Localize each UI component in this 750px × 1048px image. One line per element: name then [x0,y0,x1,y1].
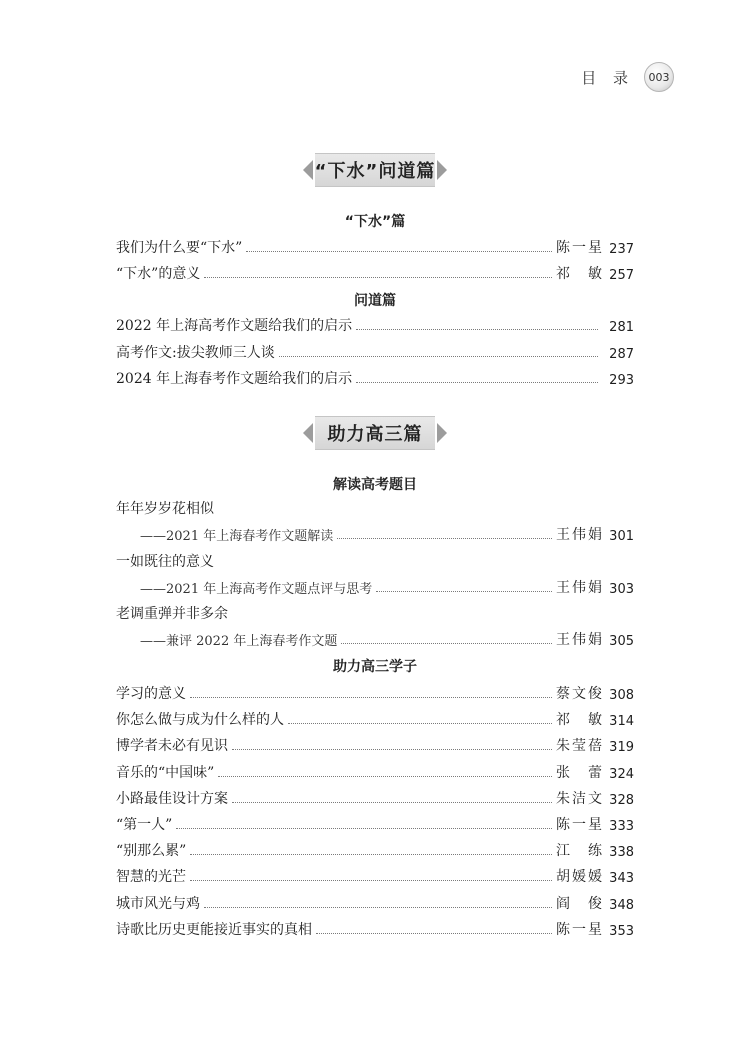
leader-dots [337,537,552,539]
leader-dots [288,722,552,724]
leader-dots [246,250,552,252]
leader-dots [232,801,552,803]
toc-entry[interactable] [116,681,634,703]
toc-entry[interactable] [116,838,634,860]
toc-entry[interactable] [116,313,634,335]
entry-author: 王伟娟 [556,632,602,648]
entry-title: 学习的意义 [116,686,186,702]
entry-author: 胡媛媛 [556,869,602,885]
entry-subtitle: ——2021 年上海高考作文题点评与思考 [140,582,373,597]
toc-entry[interactable] [116,235,634,257]
entry-page: 348 [609,898,634,913]
section-banner-1 [301,153,449,187]
toc-entry[interactable] [116,707,634,729]
entry-page: 314 [609,714,634,729]
running-header [581,62,674,92]
entry-title: 城市风光与鸡 [116,896,200,912]
toc-entry[interactable] [116,864,634,886]
entry-title: 诗歌比历史更能接近事实的真相 [116,922,312,938]
leader-dots [341,642,552,644]
entry-author: 朱洁文 [556,791,602,807]
leader-dots [356,328,598,330]
entry-page: 328 [609,793,634,808]
entry-page: 338 [609,845,634,860]
entry-author: 王伟娟 [556,580,602,596]
toc-entry[interactable] [116,917,634,939]
group-title: 解读高考题目 [333,477,417,493]
entry-author: 朱莹蓓 [556,738,602,754]
entry-page: 343 [609,871,634,886]
leader-dots [356,381,598,383]
entry-page: 308 [609,688,634,703]
entry-title: “第一人” [116,817,173,833]
entry-title: “下水”的意义 [116,266,201,282]
toc-entry[interactable] [116,733,634,755]
toc-entry[interactable] [116,627,634,649]
toc-entry[interactable] [116,575,634,597]
entry-author: 陈一星 [556,817,602,833]
section-title: “下水”问道篇 [314,161,436,182]
leader-dots [190,696,552,698]
entry-author: 王伟娟 [556,527,602,543]
entry-author: 张 蕾 [556,765,602,781]
leader-dots [218,775,552,777]
entry-page: 281 [609,320,634,335]
entry-page: 333 [609,819,634,834]
entry-page: 324 [609,767,634,782]
entry-title[interactable]: 年年岁岁花相似 [116,501,214,517]
entry-author: 祁 敏 [556,266,602,282]
entry-page: 319 [609,740,634,755]
entry-subtitle: ——2021 年上海春考作文题解读 [140,529,334,544]
entry-title: 博学者未必有见识 [116,738,228,754]
toc-entry[interactable] [116,340,634,362]
entry-author: 陈一星 [556,240,602,256]
entry-author: 祁 敏 [556,712,602,728]
header-label: 目 录 [581,68,634,87]
entry-author: 江 练 [556,843,602,859]
entry-title: “别那么累” [116,843,187,859]
leader-dots [232,748,552,750]
entry-title: 2024 年上海春考作文题给我们的启示 [116,371,353,387]
entry-title: 高考作文:拔尖教师三人谈 [116,345,275,361]
toc-entry[interactable] [116,366,634,388]
entry-title: 音乐的“中国味” [116,765,215,781]
entry-title[interactable]: 一如既往的意义 [116,554,214,570]
leader-dots [376,590,552,592]
toc-entry[interactable] [116,812,634,834]
entry-author: 阎 俊 [556,896,602,912]
toc-entry[interactable] [116,786,634,808]
section-title: 助力高三篇 [327,424,423,445]
page-number-badge: 003 [644,62,674,92]
group-title: 助力高三学子 [333,659,417,675]
leader-dots [204,276,552,278]
entry-page: 257 [609,268,634,283]
leader-dots [279,355,598,357]
entry-page: 293 [609,373,634,388]
toc-entry[interactable] [116,261,634,283]
entry-title[interactable]: 老调重弹并非多余 [116,606,228,622]
leader-dots [190,853,552,855]
entry-page: 303 [609,582,634,597]
leader-dots [316,932,552,934]
entry-title: 智慧的光芒 [116,869,186,885]
leader-dots [190,879,552,881]
leader-dots [204,906,552,908]
entry-author: 陈一星 [556,922,602,938]
toc-entry[interactable] [116,522,634,544]
section-banner-2 [301,416,449,450]
leader-dots [176,827,552,829]
entry-author: 蔡文俊 [556,686,602,702]
entry-title: 2022 年上海高考作文题给我们的启示 [116,318,353,334]
entry-title: 小路最佳设计方案 [116,791,228,807]
group-title: 问道篇 [354,293,396,309]
toc-entry[interactable] [116,760,634,782]
entry-page: 237 [609,242,634,257]
entry-title: 你怎么做与成为什么样的人 [116,712,284,728]
entry-title: 我们为什么要“下水” [116,240,243,256]
entry-page: 305 [609,634,634,649]
group-title: “下水”篇 [344,214,406,230]
entry-page: 353 [609,924,634,939]
entry-page: 301 [609,529,634,544]
toc-entry[interactable] [116,891,634,913]
entry-subtitle: ——兼评 2022 年上海春考作文题 [140,634,338,649]
entry-page: 287 [609,347,634,362]
